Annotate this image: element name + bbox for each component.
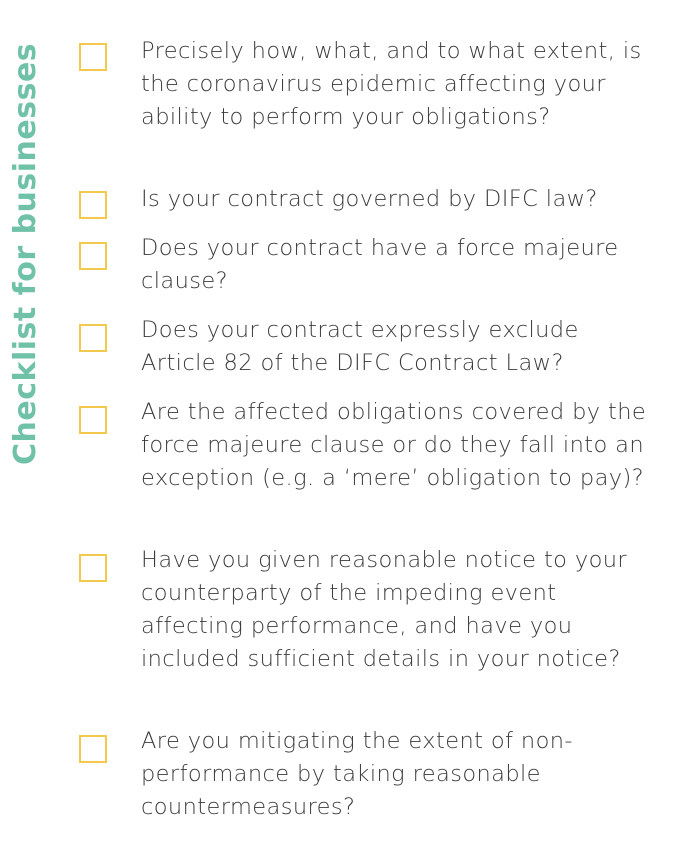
checkbox[interactable] bbox=[79, 43, 107, 71]
checklist-item-6 bbox=[79, 544, 648, 709]
checklist-item-text: Is your contract governed by DIFC law? bbox=[141, 186, 598, 212]
checkbox[interactable] bbox=[79, 242, 107, 270]
checklist-item-3 bbox=[79, 232, 648, 298]
checkbox[interactable] bbox=[79, 554, 107, 582]
checklist-item-text: Have you given reasonable notice to your counterparty of the impeding event affecting performance, and have you included sufficient details in your notice? bbox=[141, 547, 628, 672]
checklist-item-text: Precisely how, what, and to what extent, is the coronavirus epidemic affecting your ability to perform your obligations? bbox=[141, 38, 642, 130]
checkbox[interactable] bbox=[79, 735, 107, 763]
checklist-title: Checklist for businesses bbox=[8, 42, 43, 465]
checklist-item-text: Are you mitigating the extent of non-performance by taking reasonable countermeasures? bbox=[141, 728, 573, 820]
checkbox[interactable] bbox=[79, 191, 107, 219]
checklist-item-5 bbox=[79, 396, 648, 528]
checkbox[interactable] bbox=[79, 324, 107, 352]
checklist-item-2 bbox=[79, 183, 648, 216]
checkbox[interactable] bbox=[79, 406, 107, 434]
checklist-item-4 bbox=[79, 314, 648, 380]
checklist-item-text: Are the affected obligations covered by the force majeure clause or do they fall into an exception (e.g. a ‘mere’ obligation to pay)? bbox=[141, 399, 647, 491]
checklist-item-7 bbox=[79, 725, 648, 824]
checklist-item-text: Does your contract expressly exclude Article 82 of the DIFC Contract Law? bbox=[141, 317, 579, 376]
checklist-item-text: Does your contract have a force majeure clause? bbox=[141, 235, 619, 294]
checklist-item-1 bbox=[79, 35, 648, 167]
